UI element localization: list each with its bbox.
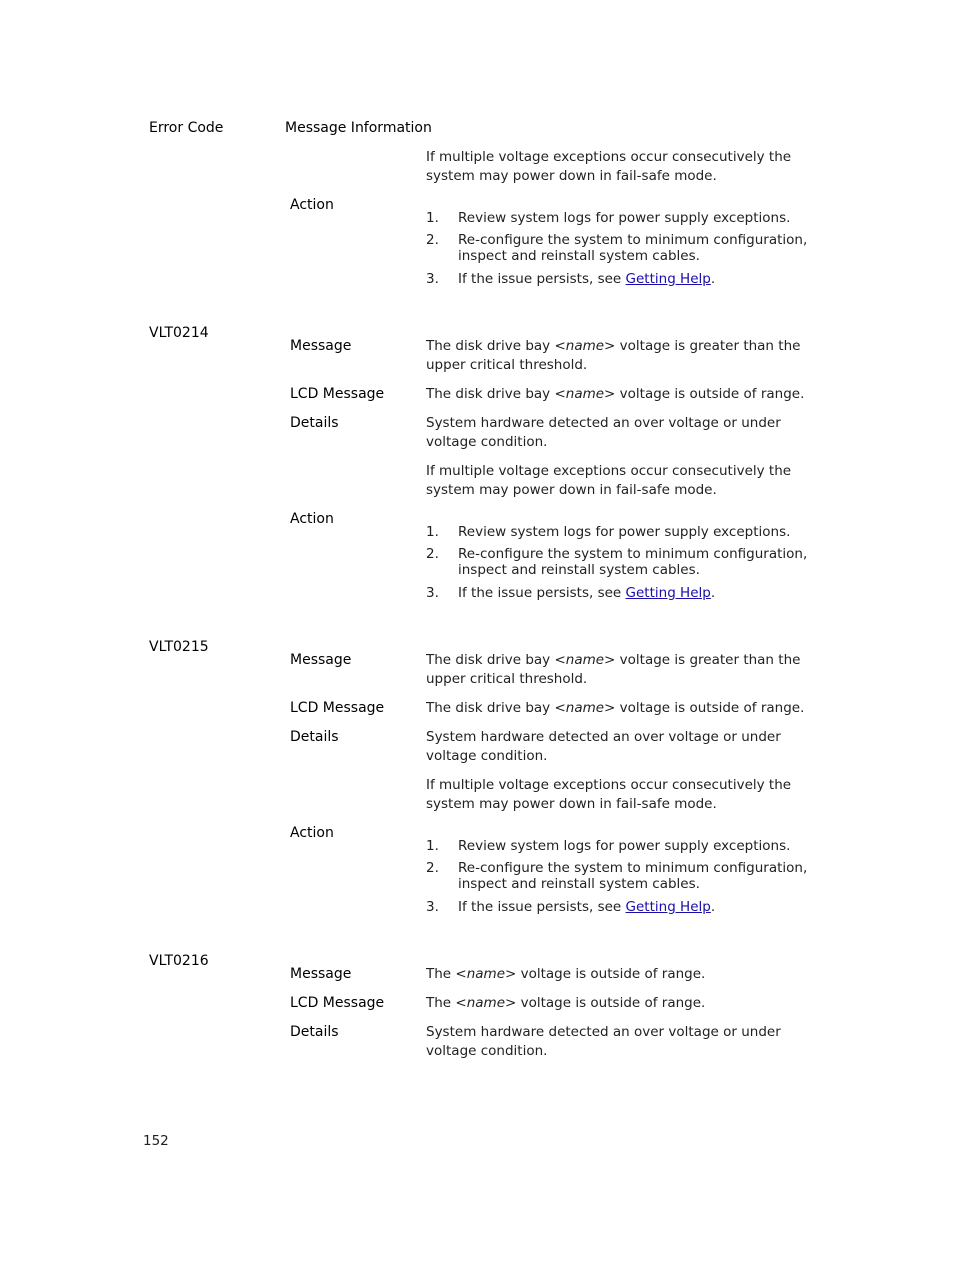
message-text: The <name> voltage is outside of range. bbox=[426, 966, 706, 982]
details-paragraph: If multiple voltage exceptions occur consecutively the system may power down in fail-safe mode. bbox=[426, 149, 792, 184]
message-label: Message bbox=[290, 966, 352, 982]
list-item-text: If the issue persists, see Getting Help. bbox=[458, 585, 716, 601]
details-paragraph: System hardware detected an over voltage or under voltage condition. bbox=[426, 1024, 781, 1059]
details-paragraph: If multiple voltage exceptions occur consecutively the system may power down in fail-safe mode. bbox=[426, 463, 792, 498]
list-item-number: 1. bbox=[426, 838, 439, 854]
list-item-text: Review system logs for power supply exceptions. bbox=[458, 838, 791, 854]
error-code: VLT0214 bbox=[149, 325, 209, 341]
page-number: 152 bbox=[143, 1133, 169, 1149]
details-paragraph: If multiple voltage exceptions occur consecutively the system may power down in fail-safe mode. bbox=[426, 777, 792, 812]
error-code: VLT0216 bbox=[149, 953, 209, 969]
getting-help-link[interactable]: Getting Help bbox=[625, 899, 711, 915]
list-item-number: 1. bbox=[426, 210, 439, 226]
list-item-text: If the issue persists, see Getting Help. bbox=[458, 899, 716, 915]
lcd-message-text: The <name> voltage is outside of range. bbox=[426, 995, 706, 1011]
details-paragraph: System hardware detected an over voltage or under voltage condition. bbox=[426, 415, 781, 450]
list-item-number: 3. bbox=[426, 899, 439, 915]
header-message-information: Message Information bbox=[285, 120, 432, 136]
details-paragraph: System hardware detected an over voltage or under voltage condition. bbox=[426, 729, 781, 764]
list-item-text: Review system logs for power supply exceptions. bbox=[458, 210, 791, 226]
header-error-code: Error Code bbox=[149, 120, 224, 136]
list-item-number: 2. bbox=[426, 546, 439, 562]
action-label: Action bbox=[290, 511, 334, 527]
details-label: Details bbox=[290, 729, 339, 745]
list-item-text: Review system logs for power supply exceptions. bbox=[458, 524, 791, 540]
details-label: Details bbox=[290, 415, 339, 431]
getting-help-link[interactable]: Getting Help bbox=[625, 585, 711, 601]
list-item-number: 1. bbox=[426, 524, 439, 540]
list-item-number: 3. bbox=[426, 585, 439, 601]
message-text: The disk drive bay <name> voltage is greater than the upper critical threshold. bbox=[426, 338, 801, 373]
list-item-number: 2. bbox=[426, 860, 439, 876]
list-item-text: Re-configure the system to minimum configuration, inspect and reinstall system cables. bbox=[458, 860, 808, 892]
message-label: Message bbox=[290, 338, 352, 354]
details-label: Details bbox=[290, 1024, 339, 1040]
list-item-number: 3. bbox=[426, 271, 439, 287]
message-label: Message bbox=[290, 652, 352, 668]
lcd-message-text: The disk drive bay <name> voltage is outside of range. bbox=[426, 700, 805, 716]
action-label: Action bbox=[290, 197, 334, 213]
lcd-message-label: LCD Message bbox=[290, 995, 385, 1011]
error-code: VLT0215 bbox=[149, 639, 209, 655]
lcd-message-label: LCD Message bbox=[290, 386, 385, 402]
list-item-number: 2. bbox=[426, 232, 439, 248]
list-item-text: Re-configure the system to minimum configuration, inspect and reinstall system cables. bbox=[458, 232, 808, 264]
action-label: Action bbox=[290, 825, 334, 841]
lcd-message-text: The disk drive bay <name> voltage is outside of range. bbox=[426, 386, 805, 402]
getting-help-link[interactable]: Getting Help bbox=[625, 271, 711, 287]
lcd-message-label: LCD Message bbox=[290, 700, 385, 716]
list-item-text: If the issue persists, see Getting Help. bbox=[458, 271, 716, 287]
message-text: The disk drive bay <name> voltage is greater than the upper critical threshold. bbox=[426, 652, 801, 687]
list-item-text: Re-configure the system to minimum configuration, inspect and reinstall system cables. bbox=[458, 546, 808, 578]
